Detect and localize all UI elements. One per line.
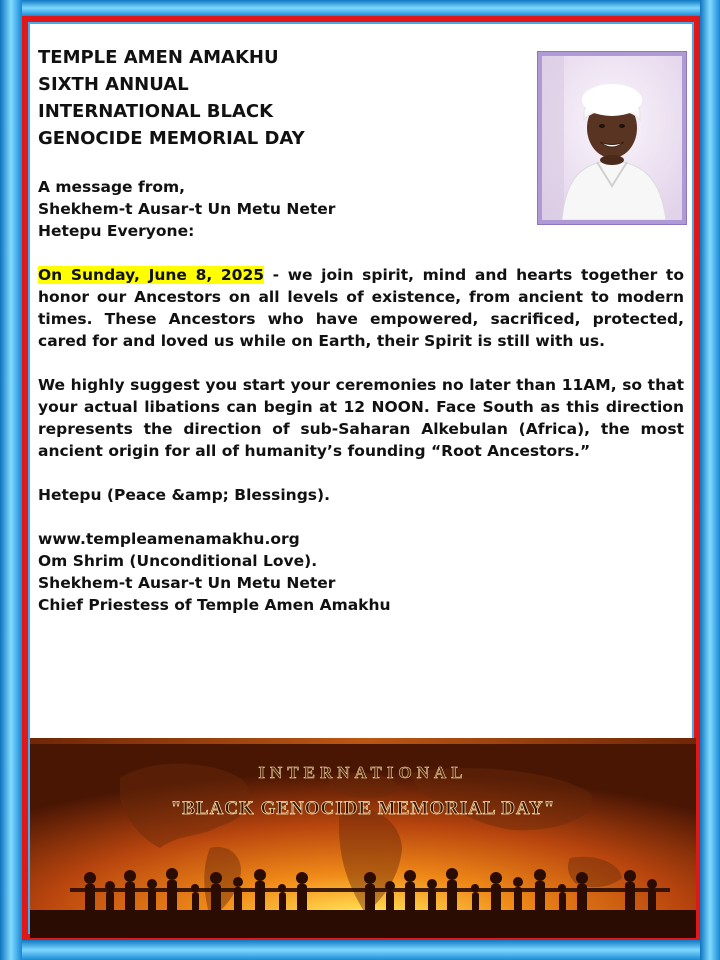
title-line-1: TEMPLE AMEN AMAKHU bbox=[38, 47, 279, 68]
website-link[interactable]: www.templeamenamakhu.org bbox=[38, 530, 300, 548]
paragraph-instructions bbox=[38, 374, 684, 462]
frame-left-bar bbox=[0, 0, 22, 960]
memorial-banner bbox=[30, 738, 696, 938]
signature-line-2: Shekhem-t Ausar-t Un Metu Neter bbox=[38, 574, 336, 592]
intro-line-1: A message from, bbox=[38, 178, 186, 196]
intro-line-2: Shekhem-t Ausar-t Un Metu Neter bbox=[38, 200, 336, 218]
blessing-line: Hetepu (Peace &amp; Blessings). bbox=[38, 486, 330, 504]
signature-line-3: Chief Priestess of Temple Amen Amakhu bbox=[38, 596, 391, 614]
banner-title-memorial-day: "BLACK GENOCIDE MEMORIAL DAY" bbox=[170, 798, 556, 819]
banner-title-international: INTERNATIONAL bbox=[258, 763, 468, 782]
memorial-banner-illustration bbox=[30, 738, 696, 938]
frame-right-bar bbox=[700, 0, 720, 960]
date-highlight: On Sunday, June 8, 2025 bbox=[38, 266, 265, 284]
frame-bottom-bar bbox=[0, 940, 720, 960]
title-line-3: INTERNATIONAL BLACK bbox=[38, 101, 274, 122]
signature-line-1: Om Shrim (Unconditional Love). bbox=[38, 552, 318, 570]
frame-top-bar bbox=[0, 0, 720, 16]
title-line-2: SIXTH ANNUAL bbox=[38, 74, 189, 95]
paragraph-2-text: We highly suggest you start your ceremonies no later than 11AM, so that your actual libations can begin at 12 NOON. Face South as this direction represents the direction of sub-Saharan Alkebulan (Africa), the most ancient origin for all of humanity’s founding “Root Ancestors.” bbox=[38, 376, 684, 460]
portrait-illustration bbox=[542, 56, 682, 220]
signature-block bbox=[38, 528, 684, 616]
title-line-4: GENOCIDE MEMORIAL DAY bbox=[38, 128, 305, 149]
priestess-portrait bbox=[538, 52, 686, 224]
paragraph-1-text: - we join spirit, mind and hearts together to honor our Ancestors on all levels of existence, from ancient to modern times. These Ancestors who have empowered, sacrificed, protected, cared for and loved us while on Earth, their Spirit is still with us. bbox=[38, 266, 684, 350]
paragraph-ceremony-date bbox=[38, 264, 684, 352]
intro-line-3: Hetepu Everyone: bbox=[38, 222, 195, 240]
